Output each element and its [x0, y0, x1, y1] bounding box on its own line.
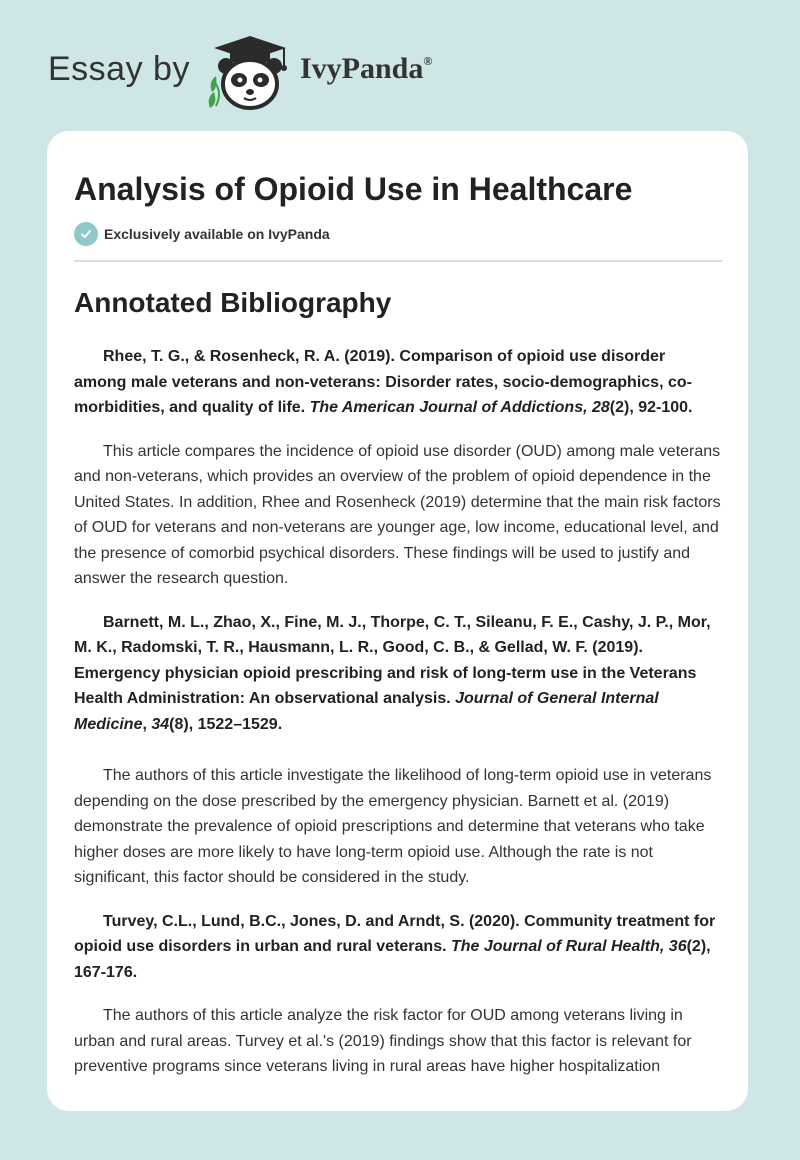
annotation-1: This article compares the incidence of opioid use disorder (OUD) among male veterans and non-veterans, which provides an overview of the problem of opioid dependence in the United States. In addition, Rhee and Rosenheck (2019) determine that the main risk factors of OUD for veterans and non-veterans are younger age, low income, educational level, and the presence of comorbid psychical disorders. These findings will be used to justify and answer the research question.	[74, 442, 721, 587]
essay-card	[47, 131, 748, 1111]
reference-2: Barnett, M. L., Zhao, X., Fine, M. J., Thorpe, C. T., Sileanu, F. E., Cashy, J. P., Mor, M. K., Radomski, T. R., Hausmann, L. R., Good, C. B., & Gellad, W. F. (2019). Emergency physician opioid prescribing and risk of long-term use in the Veterans Health Administration: An observational analysis. Journal of General Internal Medicine, 34(8), 1522–1529.	[74, 613, 711, 733]
reference-3: Turvey, C.L., Lund, B.C., Jones, D. and Arndt, S. (2020). Community treatment for opioid use disorders in urban and rural veterans. The Journal of Rural Health, 36(2), 167-176.	[74, 912, 716, 981]
page-title: Analysis of Opioid Use in Healthcare	[74, 171, 633, 207]
site-header	[0, 0, 800, 120]
section-heading: Annotated Bibliography	[74, 287, 392, 318]
ivypanda-logo-icon[interactable]	[200, 32, 300, 112]
annotation-3: The authors of this article analyze the risk factor for OUD among veterans living in urban and rural areas. Turvey et al.'s (2019) findings show that this factor is relevant for preventive programs since veterans living in rural areas have higher hospitalization	[74, 1007, 692, 1075]
exclusive-badge	[74, 222, 722, 246]
essay-by-label: Essay by	[48, 50, 190, 88]
checkmark-icon	[74, 222, 98, 246]
brand-name[interactable]: IvyPanda®	[300, 52, 433, 85]
reference-1: Rhee, T. G., & Rosenheck, R. A. (2019). Comparison of opioid use disorder among male veterans and non-veterans: Disorder rates, socio-demographics, co-morbidities, and quality of life. The American Journal of Addictions, 28(2), 92-100.	[74, 348, 693, 416]
registered-mark: ®	[423, 54, 433, 68]
annotation-2: The authors of this article investigate the likelihood of long-term opioid use in veterans depending on the dose prescribed by the emergency physician. Barnett et al. (2019) demonstrate the prevalence of opioid prescriptions and determine that veterans who take higher doses are more likely to have long-term opioid use. Although the rate is not significant, this factor should be considered in the study.	[74, 767, 712, 886]
divider	[74, 260, 722, 262]
exclusive-label: Exclusively available on IvyPanda	[104, 226, 330, 242]
